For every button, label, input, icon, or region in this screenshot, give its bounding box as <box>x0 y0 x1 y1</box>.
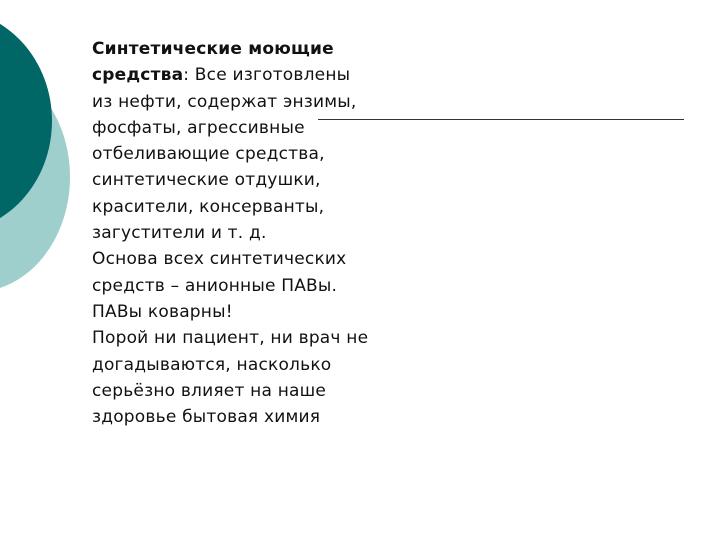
heading-line-2 <box>92 62 422 88</box>
heading-line-2-rest: : Все изготовлены <box>183 65 351 86</box>
heading-bold-term: средства <box>92 65 184 86</box>
text-line: фосфаты, агрессивные <box>92 117 305 138</box>
text-line: красители, консерванты, <box>92 196 325 217</box>
slide-body-text <box>92 36 422 430</box>
heading-line-1: Синтетические моющие <box>92 39 334 59</box>
text-line: средств – анионные ПАВы. <box>92 275 338 296</box>
text-line: Основа всех синтетических <box>92 249 347 270</box>
text-line: ПАВы коварны! <box>92 301 233 322</box>
text-line: отбеливающие средства, <box>92 144 325 165</box>
text-line: догадываются, насколько <box>92 354 332 375</box>
text-line: Порой ни пациент, ни врач не <box>92 328 369 349</box>
text-line: из нефти, содержат энзимы, <box>92 91 357 112</box>
text-line: серьёзно влияет на наше <box>92 380 327 401</box>
text-line: синтетические отдушки, <box>92 170 321 191</box>
text-line: здоровье бытовая химия <box>92 407 321 428</box>
text-line: загустители и т. д. <box>92 223 267 244</box>
